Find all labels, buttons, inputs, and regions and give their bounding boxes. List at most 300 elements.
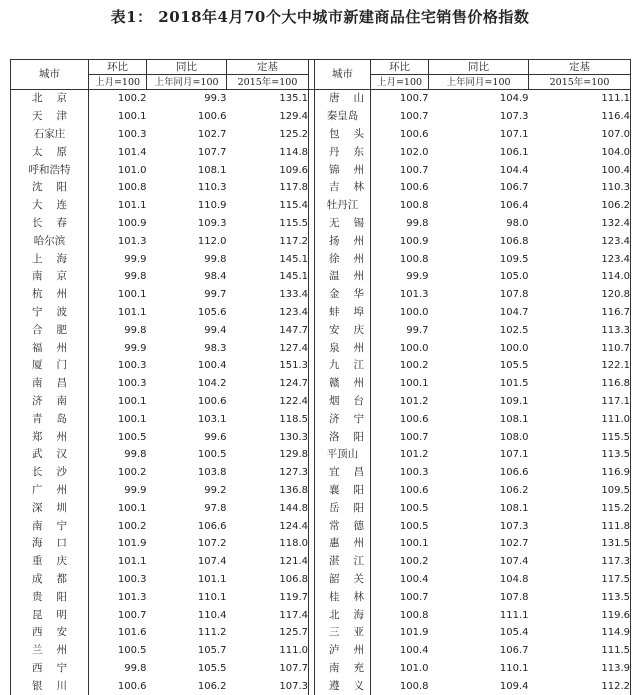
left-base-cell: 122.4 xyxy=(227,393,309,411)
right-base-cell: 110.3 xyxy=(529,179,631,197)
right-city-cell: 三亚 xyxy=(315,624,371,642)
right-yoy-cell: 109.4 xyxy=(429,677,529,695)
left-yoy-cell: 99.2 xyxy=(147,482,227,500)
right-city-cell: 韶关 xyxy=(315,571,371,589)
right-mom-cell: 100.5 xyxy=(371,499,429,517)
right-base-cell: 117.1 xyxy=(529,393,631,411)
left-yoy-cell: 103.8 xyxy=(147,464,227,482)
right-yoy-cell: 102.5 xyxy=(429,321,529,339)
table-row xyxy=(11,446,631,464)
table-row xyxy=(11,250,631,268)
left-mom-cell: 99.9 xyxy=(89,482,147,500)
base-subheader-right: 2015年=100 xyxy=(529,75,631,90)
yoy-subheader-right: 上年同月=100 xyxy=(429,75,529,90)
left-city-cell: 福州 xyxy=(11,339,89,357)
left-city-cell: 银川 xyxy=(11,677,89,695)
right-mom-cell: 100.5 xyxy=(371,517,429,535)
right-yoy-cell: 108.1 xyxy=(429,499,529,517)
left-base-cell: 147.7 xyxy=(227,321,309,339)
left-city-cell: 武汉 xyxy=(11,446,89,464)
right-yoy-cell: 100.0 xyxy=(429,339,529,357)
right-city-cell: 金华 xyxy=(315,286,371,304)
table-row xyxy=(11,588,631,606)
right-city-cell: 徐州 xyxy=(315,250,371,268)
left-mom-cell: 101.0 xyxy=(89,161,147,179)
left-mom-cell: 100.2 xyxy=(89,517,147,535)
right-mom-cell: 100.6 xyxy=(371,482,429,500)
right-city-cell: 安庆 xyxy=(315,321,371,339)
left-mom-cell: 100.3 xyxy=(89,375,147,393)
left-base-cell: 125.2 xyxy=(227,126,309,144)
right-mom-cell: 102.0 xyxy=(371,143,429,161)
yoy-header: 同比 xyxy=(147,60,227,75)
city-header: 城市 xyxy=(11,60,89,90)
right-yoy-cell: 106.6 xyxy=(429,464,529,482)
right-mom-cell: 100.6 xyxy=(371,410,429,428)
right-base-cell: 100.4 xyxy=(529,161,631,179)
left-base-cell: 135.1 xyxy=(227,90,309,108)
right-city-cell: 遵义 xyxy=(315,677,371,695)
table-row xyxy=(11,268,631,286)
left-yoy-cell: 100.5 xyxy=(147,446,227,464)
right-yoy-cell: 101.5 xyxy=(429,375,529,393)
left-mom-cell: 101.1 xyxy=(89,553,147,571)
right-yoy-cell: 106.7 xyxy=(429,642,529,660)
left-base-cell: 129.4 xyxy=(227,108,309,126)
page-title: 表1： 2018年4月70个大中城市新建商品住宅销售价格指数 xyxy=(0,6,640,27)
left-base-cell: 130.3 xyxy=(227,428,309,446)
right-city-cell: 温州 xyxy=(315,268,371,286)
right-base-cell: 116.7 xyxy=(529,304,631,322)
right-yoy-cell: 105.0 xyxy=(429,268,529,286)
table-row xyxy=(11,410,631,428)
table-row xyxy=(11,375,631,393)
right-yoy-cell: 105.4 xyxy=(429,624,529,642)
left-mom-cell: 101.9 xyxy=(89,535,147,553)
left-mom-cell: 100.3 xyxy=(89,126,147,144)
right-base-cell: 107.0 xyxy=(529,126,631,144)
left-city-cell: 深圳 xyxy=(11,499,89,517)
right-base-cell: 111.5 xyxy=(529,642,631,660)
table-row xyxy=(11,464,631,482)
table-row xyxy=(11,286,631,304)
yoy-subheader: 上年同月=100 xyxy=(147,75,227,90)
left-mom-cell: 100.8 xyxy=(89,179,147,197)
right-city-cell: 唐山 xyxy=(315,90,371,108)
right-base-cell: 123.4 xyxy=(529,250,631,268)
left-yoy-cell: 102.7 xyxy=(147,126,227,144)
left-base-cell: 117.8 xyxy=(227,179,309,197)
right-yoy-cell: 105.5 xyxy=(429,357,529,375)
right-yoy-cell: 108.0 xyxy=(429,428,529,446)
left-mom-cell: 100.6 xyxy=(89,677,147,695)
right-yoy-cell: 106.7 xyxy=(429,179,529,197)
right-city-cell: 岳阳 xyxy=(315,499,371,517)
right-base-cell: 131.5 xyxy=(529,535,631,553)
left-mom-cell: 100.3 xyxy=(89,357,147,375)
right-mom-cell: 101.0 xyxy=(371,660,429,678)
right-city-cell: 南充 xyxy=(315,660,371,678)
left-yoy-cell: 106.2 xyxy=(147,677,227,695)
right-mom-cell: 100.7 xyxy=(371,161,429,179)
left-mom-cell: 100.9 xyxy=(89,215,147,233)
left-base-cell: 145.1 xyxy=(227,250,309,268)
mom-subheader-right: 上月=100 xyxy=(371,75,429,90)
left-city-cell: 太原 xyxy=(11,143,89,161)
right-mom-cell: 99.8 xyxy=(371,215,429,233)
left-mom-cell: 99.8 xyxy=(89,446,147,464)
right-base-cell: 132.4 xyxy=(529,215,631,233)
right-city-cell: 平顶山 xyxy=(315,446,371,464)
right-base-cell: 113.9 xyxy=(529,660,631,678)
table-row xyxy=(11,571,631,589)
left-yoy-cell: 110.3 xyxy=(147,179,227,197)
left-city-cell: 大连 xyxy=(11,197,89,215)
table-body xyxy=(11,90,631,695)
right-base-cell: 104.0 xyxy=(529,143,631,161)
right-yoy-cell: 98.0 xyxy=(429,215,529,233)
left-yoy-cell: 103.1 xyxy=(147,410,227,428)
left-mom-cell: 100.1 xyxy=(89,393,147,411)
left-yoy-cell: 107.7 xyxy=(147,143,227,161)
left-yoy-cell: 100.6 xyxy=(147,108,227,126)
right-base-cell: 114.9 xyxy=(529,624,631,642)
left-yoy-cell: 110.4 xyxy=(147,606,227,624)
left-mom-cell: 100.1 xyxy=(89,108,147,126)
left-yoy-cell: 99.8 xyxy=(147,250,227,268)
left-city-cell: 郑州 xyxy=(11,428,89,446)
left-mom-cell: 100.5 xyxy=(89,428,147,446)
left-yoy-cell: 110.9 xyxy=(147,197,227,215)
right-mom-cell: 100.0 xyxy=(371,304,429,322)
left-base-cell: 106.8 xyxy=(227,571,309,589)
left-base-cell: 145.1 xyxy=(227,268,309,286)
right-base-cell: 117.3 xyxy=(529,553,631,571)
right-city-cell: 扬州 xyxy=(315,232,371,250)
table-row xyxy=(11,535,631,553)
right-mom-cell: 100.8 xyxy=(371,250,429,268)
right-city-cell: 秦皇岛 xyxy=(315,108,371,126)
yoy-header-right: 同比 xyxy=(429,60,529,75)
left-city-cell: 天津 xyxy=(11,108,89,126)
right-base-cell: 116.8 xyxy=(529,375,631,393)
right-base-cell: 106.2 xyxy=(529,197,631,215)
table-row xyxy=(11,553,631,571)
city-header-right: 城市 xyxy=(315,60,371,90)
base-subheader: 2015年=100 xyxy=(227,75,309,90)
table-row xyxy=(11,482,631,500)
left-mom-cell: 101.3 xyxy=(89,588,147,606)
left-yoy-cell: 99.3 xyxy=(147,90,227,108)
left-city-cell: 北京 xyxy=(11,90,89,108)
right-base-cell: 111.1 xyxy=(529,90,631,108)
right-yoy-cell: 109.1 xyxy=(429,393,529,411)
right-base-cell: 117.5 xyxy=(529,571,631,589)
header-row xyxy=(11,60,631,75)
right-yoy-cell: 109.5 xyxy=(429,250,529,268)
mom-header-right: 环比 xyxy=(371,60,429,75)
right-base-cell: 112.2 xyxy=(529,677,631,695)
left-base-cell: 107.7 xyxy=(227,660,309,678)
left-yoy-cell: 99.6 xyxy=(147,428,227,446)
left-mom-cell: 101.6 xyxy=(89,624,147,642)
left-city-cell: 石家庄 xyxy=(11,126,89,144)
left-yoy-cell: 106.6 xyxy=(147,517,227,535)
left-yoy-cell: 109.3 xyxy=(147,215,227,233)
right-mom-cell: 100.6 xyxy=(371,126,429,144)
right-mom-cell: 100.1 xyxy=(371,535,429,553)
right-yoy-cell: 107.3 xyxy=(429,108,529,126)
right-city-cell: 泉州 xyxy=(315,339,371,357)
right-yoy-cell: 111.1 xyxy=(429,606,529,624)
left-yoy-cell: 101.1 xyxy=(147,571,227,589)
left-yoy-cell: 105.5 xyxy=(147,660,227,678)
left-city-cell: 呼和浩特 xyxy=(11,161,89,179)
right-base-cell: 113.5 xyxy=(529,446,631,464)
left-yoy-cell: 97.8 xyxy=(147,499,227,517)
right-city-cell: 烟台 xyxy=(315,393,371,411)
right-mom-cell: 101.9 xyxy=(371,624,429,642)
right-city-cell: 牡丹江 xyxy=(315,197,371,215)
right-yoy-cell: 108.1 xyxy=(429,410,529,428)
right-mom-cell: 100.8 xyxy=(371,606,429,624)
right-mom-cell: 100.7 xyxy=(371,108,429,126)
right-mom-cell: 100.9 xyxy=(371,232,429,250)
left-yoy-cell: 107.2 xyxy=(147,535,227,553)
right-base-cell: 122.1 xyxy=(529,357,631,375)
table-row xyxy=(11,624,631,642)
right-base-cell: 113.5 xyxy=(529,588,631,606)
left-city-cell: 济南 xyxy=(11,393,89,411)
left-mom-cell: 100.1 xyxy=(89,410,147,428)
left-yoy-cell: 99.4 xyxy=(147,321,227,339)
right-base-cell: 109.5 xyxy=(529,482,631,500)
right-mom-cell: 100.4 xyxy=(371,642,429,660)
right-base-cell: 115.5 xyxy=(529,428,631,446)
right-city-cell: 九江 xyxy=(315,357,371,375)
left-mom-cell: 100.1 xyxy=(89,499,147,517)
right-base-cell: 113.3 xyxy=(529,321,631,339)
right-base-cell: 116.4 xyxy=(529,108,631,126)
left-mom-cell: 99.8 xyxy=(89,321,147,339)
table-row xyxy=(11,428,631,446)
table-row xyxy=(11,642,631,660)
left-city-cell: 南昌 xyxy=(11,375,89,393)
left-base-cell: 136.8 xyxy=(227,482,309,500)
left-mom-cell: 100.2 xyxy=(89,90,147,108)
left-mom-cell: 99.9 xyxy=(89,250,147,268)
mom-subheader: 上月=100 xyxy=(89,75,147,90)
right-mom-cell: 100.1 xyxy=(371,375,429,393)
left-city-cell: 合肥 xyxy=(11,321,89,339)
left-mom-cell: 100.3 xyxy=(89,571,147,589)
left-base-cell: 151.3 xyxy=(227,357,309,375)
right-base-cell: 114.0 xyxy=(529,268,631,286)
right-base-cell: 111.0 xyxy=(529,410,631,428)
left-base-cell: 124.4 xyxy=(227,517,309,535)
base-header: 定基 xyxy=(227,60,309,75)
right-mom-cell: 100.8 xyxy=(371,197,429,215)
right-mom-cell: 100.0 xyxy=(371,339,429,357)
left-base-cell: 107.3 xyxy=(227,677,309,695)
left-base-cell: 125.7 xyxy=(227,624,309,642)
right-base-cell: 111.8 xyxy=(529,517,631,535)
right-city-cell: 惠州 xyxy=(315,535,371,553)
table-row xyxy=(11,90,631,108)
left-base-cell: 123.4 xyxy=(227,304,309,322)
left-base-cell: 114.8 xyxy=(227,143,309,161)
left-yoy-cell: 99.7 xyxy=(147,286,227,304)
right-mom-cell: 101.2 xyxy=(371,393,429,411)
left-city-cell: 重庆 xyxy=(11,553,89,571)
right-city-cell: 赣州 xyxy=(315,375,371,393)
left-city-cell: 海口 xyxy=(11,535,89,553)
right-city-cell: 桂林 xyxy=(315,588,371,606)
right-city-cell: 泸州 xyxy=(315,642,371,660)
table-row xyxy=(11,321,631,339)
left-city-cell: 昆明 xyxy=(11,606,89,624)
left-city-cell: 南宁 xyxy=(11,517,89,535)
left-base-cell: 127.3 xyxy=(227,464,309,482)
left-city-cell: 南京 xyxy=(11,268,89,286)
right-yoy-cell: 106.2 xyxy=(429,482,529,500)
table-row xyxy=(11,660,631,678)
right-mom-cell: 100.6 xyxy=(371,179,429,197)
left-mom-cell: 101.3 xyxy=(89,232,147,250)
right-yoy-cell: 107.1 xyxy=(429,126,529,144)
right-mom-cell: 99.9 xyxy=(371,268,429,286)
left-base-cell: 119.7 xyxy=(227,588,309,606)
right-yoy-cell: 104.9 xyxy=(429,90,529,108)
left-city-cell: 西宁 xyxy=(11,660,89,678)
left-yoy-cell: 98.3 xyxy=(147,339,227,357)
right-base-cell: 119.6 xyxy=(529,606,631,624)
table-row xyxy=(11,232,631,250)
right-yoy-cell: 107.4 xyxy=(429,553,529,571)
left-base-cell: 124.7 xyxy=(227,375,309,393)
left-base-cell: 115.5 xyxy=(227,215,309,233)
table-row xyxy=(11,143,631,161)
right-city-cell: 洛阳 xyxy=(315,428,371,446)
left-mom-cell: 99.8 xyxy=(89,268,147,286)
table-row xyxy=(11,304,631,322)
price-index-table xyxy=(10,59,631,695)
right-mom-cell: 100.7 xyxy=(371,90,429,108)
right-mom-cell: 100.4 xyxy=(371,571,429,589)
left-city-cell: 广州 xyxy=(11,482,89,500)
left-city-cell: 西安 xyxy=(11,624,89,642)
left-city-cell: 长春 xyxy=(11,215,89,233)
right-yoy-cell: 107.8 xyxy=(429,286,529,304)
right-mom-cell: 100.7 xyxy=(371,588,429,606)
right-base-cell: 115.2 xyxy=(529,499,631,517)
left-yoy-cell: 105.7 xyxy=(147,642,227,660)
right-mom-cell: 101.2 xyxy=(371,446,429,464)
left-yoy-cell: 108.1 xyxy=(147,161,227,179)
left-yoy-cell: 100.6 xyxy=(147,393,227,411)
left-mom-cell: 99.8 xyxy=(89,660,147,678)
right-yoy-cell: 104.7 xyxy=(429,304,529,322)
right-city-cell: 无锡 xyxy=(315,215,371,233)
right-city-cell: 吉林 xyxy=(315,179,371,197)
right-yoy-cell: 102.7 xyxy=(429,535,529,553)
right-mom-cell: 99.7 xyxy=(371,321,429,339)
right-city-cell: 丹东 xyxy=(315,143,371,161)
right-mom-cell: 100.2 xyxy=(371,357,429,375)
left-base-cell: 118.0 xyxy=(227,535,309,553)
left-mom-cell: 101.1 xyxy=(89,197,147,215)
table-row xyxy=(11,161,631,179)
left-yoy-cell: 111.2 xyxy=(147,624,227,642)
right-yoy-cell: 104.8 xyxy=(429,571,529,589)
right-yoy-cell: 107.8 xyxy=(429,588,529,606)
left-city-cell: 沈阳 xyxy=(11,179,89,197)
right-city-cell: 常德 xyxy=(315,517,371,535)
right-mom-cell: 100.7 xyxy=(371,428,429,446)
left-base-cell: 144.8 xyxy=(227,499,309,517)
right-base-cell: 120.8 xyxy=(529,286,631,304)
right-city-cell: 济宁 xyxy=(315,410,371,428)
left-city-cell: 青岛 xyxy=(11,410,89,428)
table-row xyxy=(11,215,631,233)
right-city-cell: 襄阳 xyxy=(315,482,371,500)
right-yoy-cell: 106.8 xyxy=(429,232,529,250)
table-row xyxy=(11,357,631,375)
left-base-cell: 121.4 xyxy=(227,553,309,571)
left-city-cell: 哈尔滨 xyxy=(11,232,89,250)
left-mom-cell: 100.1 xyxy=(89,286,147,304)
left-yoy-cell: 105.6 xyxy=(147,304,227,322)
left-base-cell: 115.4 xyxy=(227,197,309,215)
right-yoy-cell: 110.1 xyxy=(429,660,529,678)
left-yoy-cell: 104.2 xyxy=(147,375,227,393)
right-mom-cell: 100.2 xyxy=(371,553,429,571)
base-header-right: 定基 xyxy=(529,60,631,75)
right-city-cell: 湛江 xyxy=(315,553,371,571)
left-city-cell: 上海 xyxy=(11,250,89,268)
left-mom-cell: 99.9 xyxy=(89,339,147,357)
table-row xyxy=(11,393,631,411)
mom-header: 环比 xyxy=(89,60,147,75)
table-row xyxy=(11,108,631,126)
table-row xyxy=(11,606,631,624)
right-mom-cell: 100.8 xyxy=(371,677,429,695)
table-row xyxy=(11,197,631,215)
left-city-cell: 宁波 xyxy=(11,304,89,322)
right-mom-cell: 100.3 xyxy=(371,464,429,482)
table-row xyxy=(11,677,631,695)
left-city-cell: 杭州 xyxy=(11,286,89,304)
right-city-cell: 锦州 xyxy=(315,161,371,179)
right-yoy-cell: 106.4 xyxy=(429,197,529,215)
left-mom-cell: 100.7 xyxy=(89,606,147,624)
right-yoy-cell: 106.1 xyxy=(429,143,529,161)
left-yoy-cell: 100.4 xyxy=(147,357,227,375)
left-yoy-cell: 98.4 xyxy=(147,268,227,286)
right-base-cell: 116.9 xyxy=(529,464,631,482)
right-yoy-cell: 104.4 xyxy=(429,161,529,179)
right-city-cell: 北海 xyxy=(315,606,371,624)
left-yoy-cell: 112.0 xyxy=(147,232,227,250)
left-base-cell: 111.0 xyxy=(227,642,309,660)
table-row xyxy=(11,179,631,197)
right-city-cell: 蚌埠 xyxy=(315,304,371,322)
left-base-cell: 127.4 xyxy=(227,339,309,357)
right-mom-cell: 101.3 xyxy=(371,286,429,304)
left-base-cell: 133.4 xyxy=(227,286,309,304)
left-base-cell: 109.6 xyxy=(227,161,309,179)
left-yoy-cell: 110.1 xyxy=(147,588,227,606)
